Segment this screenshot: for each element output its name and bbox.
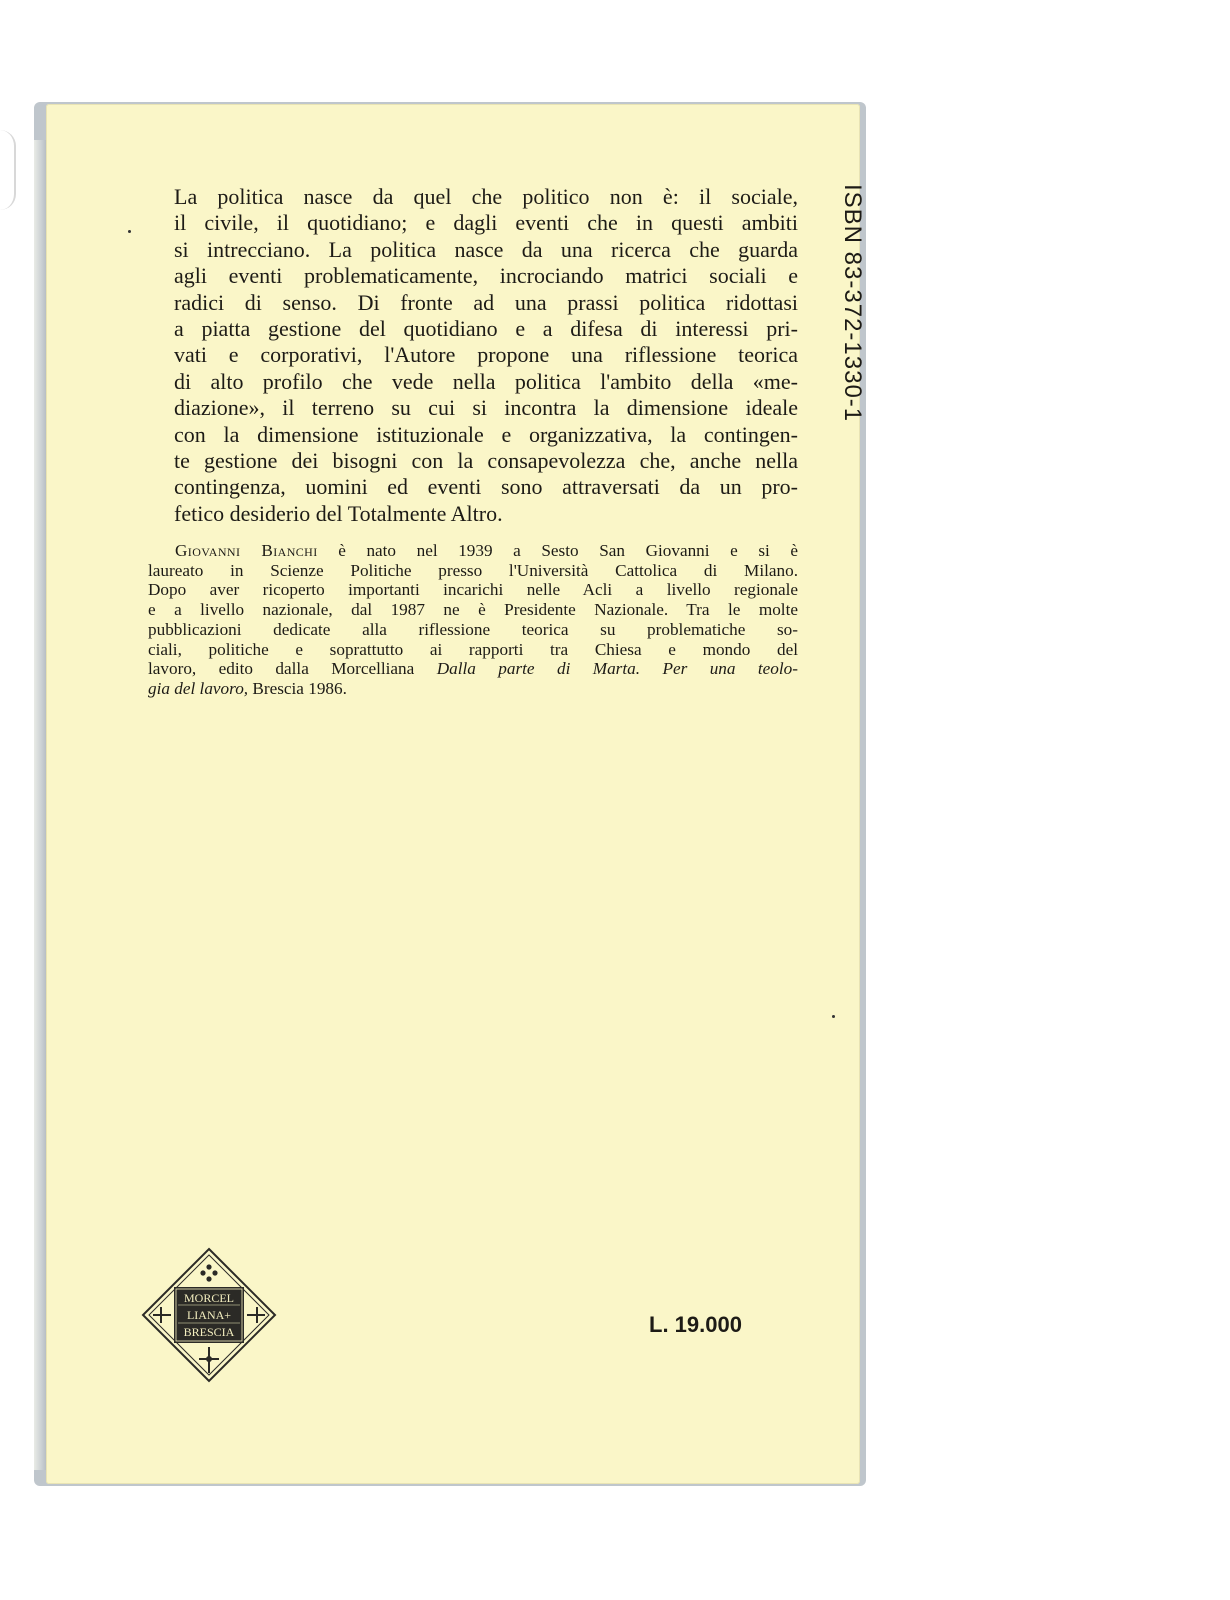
blurb-line: a piatta gestione del quotidiano e a difesa di interessi pri-	[174, 316, 798, 342]
blurb-line: radici di senso. Di fronte ad una prassi politica ridottasi	[174, 289, 798, 315]
bio-line	[148, 541, 798, 561]
bio-line: e a livello nazionale, dal 1987 ne è Presidente Nazionale. Tra le molte	[148, 600, 798, 620]
blurb-line: con la dimensione istituzionale e organizzativa, la contingen-	[174, 421, 798, 447]
blurb-line: te gestione dei bisogni con la consapevolezza che, anche nella	[174, 448, 798, 474]
bio-line-text: è nato nel 1939 a Sesto San Giovanni e si è	[317, 541, 799, 560]
logo-line: BRESCIA	[183, 1325, 235, 1339]
bio-line: pubblicazioni dedicate alla riflessione teorica su problematiche so-	[148, 619, 798, 639]
blurb-line: vati e corporativi, l'Autore propone una riflessione teorica	[174, 342, 798, 368]
blurb-line: agli eventi problematicamente, incrociando matrici sociali e	[174, 263, 798, 289]
logo-line: LIANA+	[186, 1308, 232, 1322]
publisher-emblem-icon	[141, 1247, 277, 1383]
blurb-text	[174, 184, 798, 527]
scan-edge	[0, 130, 16, 210]
print-speck	[832, 1015, 835, 1018]
blurb-line: il civile, il quotidiano; e dagli eventi che in questi ambiti	[174, 210, 798, 236]
blurb-line: di alto profilo che vede nella politica l'ambito della «me-	[174, 368, 798, 394]
blurb-line: si intrecciano. La politica nasce da una ricerca che guarda	[174, 236, 798, 262]
blurb-line: La politica nasce da quel che politico non è: il sociale,	[174, 184, 798, 209]
back-cover	[46, 104, 866, 1484]
book-title: Dalla parte di Marta. Per una teolo-	[436, 659, 798, 679]
blurb-line: fetico desiderio del Totalmente Altro.	[174, 500, 503, 526]
bio-line: ciali, politiche e soprattutto ai rapporti tra Chiesa e mondo del	[148, 639, 798, 659]
print-speck	[128, 230, 131, 233]
author-bio	[148, 541, 798, 699]
bio-line-text: lavoro, edito dalla Morcelliana	[148, 659, 437, 679]
isbn-label: ISBN 83-372-1330-1	[839, 184, 866, 423]
bio-line	[148, 679, 798, 699]
book-title-cont: gia del lavoro,	[148, 678, 249, 698]
bio-line-text: Brescia 1986.	[248, 678, 347, 698]
blurb-line: contingenza, uomini ed eventi sono attraversati da un pro-	[174, 474, 798, 500]
blurb-line: diazione», il terreno su cui si incontra la dimensione ideale	[174, 395, 798, 421]
logo-line: MORCEL	[183, 1291, 235, 1305]
bio-line: Dopo aver ricoperto importanti incarichi nelle Acli a livello regionale	[148, 580, 798, 600]
price-label: L. 19.000	[649, 1312, 742, 1337]
author-name: Giovanni Bianchi	[175, 541, 318, 560]
bio-line	[148, 659, 798, 679]
bio-line: laureato in Scienze Politiche presso l'Università Cattolica di Milano.	[148, 560, 798, 580]
